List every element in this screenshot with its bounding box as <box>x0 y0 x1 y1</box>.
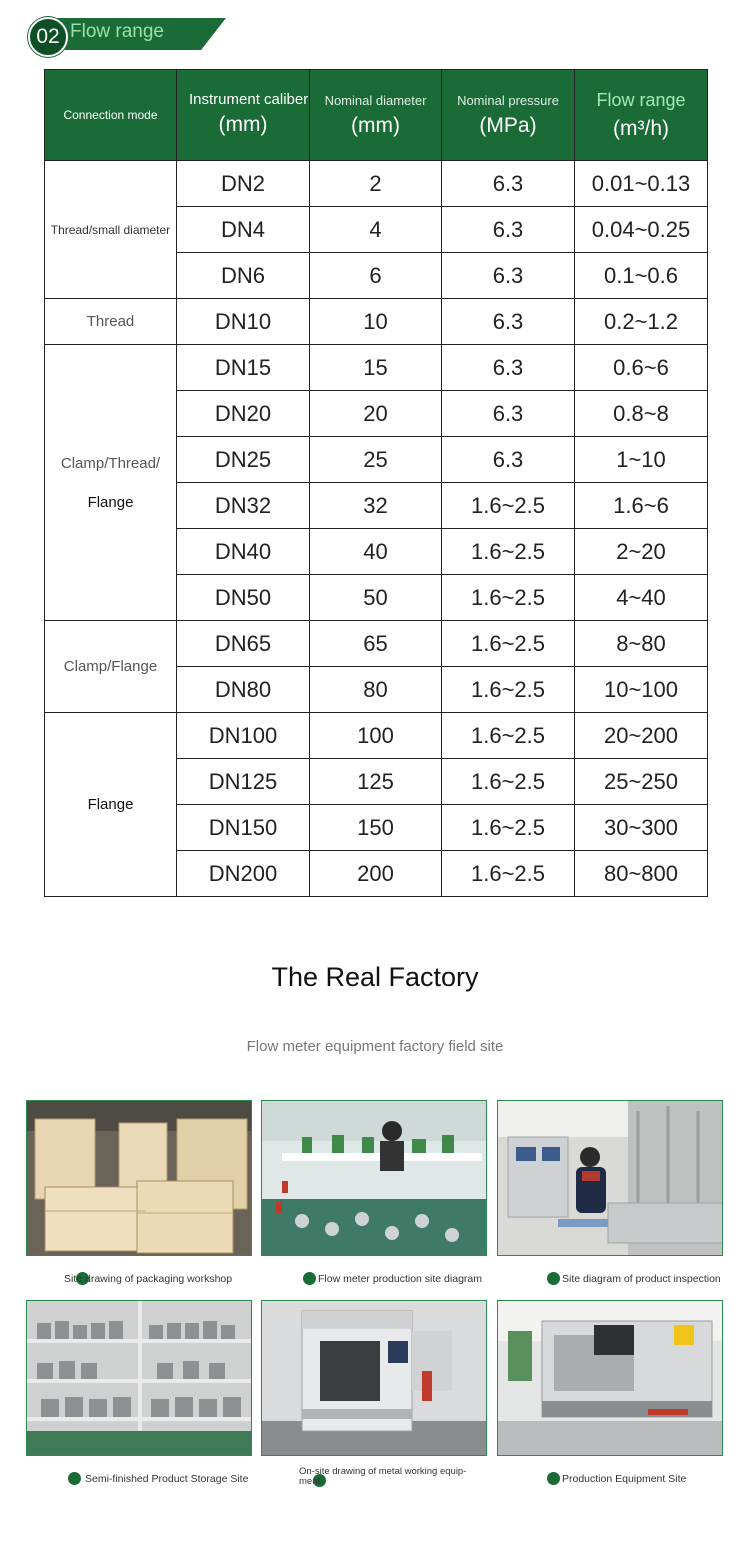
flow-cell: 0.2~1.2 <box>575 299 708 345</box>
pressure-cell: 6.3 <box>442 391 575 437</box>
header-connection-mode: Connection mode <box>45 70 177 161</box>
diameter-cell: 10 <box>310 299 442 345</box>
factory-title: The Real Factory <box>271 962 479 992</box>
flow-cell: 2~20 <box>575 529 708 575</box>
bullet-icon <box>547 1272 560 1285</box>
flow-cell: 0.04~0.25 <box>575 207 708 253</box>
caliber-cell: DN2 <box>177 161 310 207</box>
diameter-cell: 15 <box>310 345 442 391</box>
caption-packaging: Site drawing of packaging workshop <box>64 1273 233 1285</box>
diameter-cell: 80 <box>310 667 442 713</box>
diameter-cell: 100 <box>310 713 442 759</box>
caliber-cell: DN20 <box>177 391 310 437</box>
group-label-line2: Flange <box>87 493 134 511</box>
pressure-cell: 6.3 <box>442 207 575 253</box>
caliber-cell: DN25 <box>177 437 310 483</box>
flow-cell: 30~300 <box>575 805 708 851</box>
group-cell: Thread/small diameter <box>45 161 177 299</box>
caption-inspection: Site diagram of product inspection <box>547 1271 742 1289</box>
pressure-cell: 6.3 <box>442 253 575 299</box>
table-header-row <box>45 70 708 161</box>
caliber-cell: DN6 <box>177 253 310 299</box>
pressure-cell: 6.3 <box>442 345 575 391</box>
diameter-cell: 32 <box>310 483 442 529</box>
diameter-cell: 4 <box>310 207 442 253</box>
production-equipment-photo <box>497 1300 723 1456</box>
flow-cell: 0.8~8 <box>575 391 708 437</box>
pressure-cell: 1.6~2.5 <box>442 713 575 759</box>
caliber-cell: DN10 <box>177 299 310 345</box>
flow-cell: 8~80 <box>575 621 708 667</box>
pressure-cell: 1.6~2.5 <box>442 759 575 805</box>
diameter-cell: 200 <box>310 851 442 897</box>
diameter-cell: 6 <box>310 253 442 299</box>
caption-metal-working: On-site drawing of metal working equip- ment <box>299 1466 467 1487</box>
flow-cell: 0.01~0.13 <box>575 161 708 207</box>
pressure-cell: 1.6~2.5 <box>442 851 575 897</box>
diameter-cell: 150 <box>310 805 442 851</box>
diameter-cell: 40 <box>310 529 442 575</box>
header-flow-range: Flow range (m³/h) <box>575 70 708 161</box>
storage-site-photo <box>26 1300 252 1456</box>
group-cell <box>45 345 177 621</box>
caliber-cell: DN150 <box>177 805 310 851</box>
pressure-cell: 6.3 <box>442 299 575 345</box>
table-row <box>45 345 708 391</box>
table-row <box>45 161 708 207</box>
diameter-cell: 65 <box>310 621 442 667</box>
group-cell: Flange <box>45 713 177 897</box>
caliber-cell: DN125 <box>177 759 310 805</box>
group-cell: Clamp/Flange <box>45 621 177 713</box>
product-inspection-photo <box>497 1100 723 1256</box>
caliber-cell: DN4 <box>177 207 310 253</box>
caption-production: Flow meter production site diagram <box>303 1271 498 1289</box>
section-number: 02 <box>28 17 68 57</box>
flow-range-table <box>44 69 708 897</box>
table-row <box>45 299 708 345</box>
diameter-cell: 50 <box>310 575 442 621</box>
group-cell: Thread <box>45 299 177 345</box>
flow-cell: 0.6~6 <box>575 345 708 391</box>
header-instrument-caliber: Instrument caliber (mm) <box>177 70 310 161</box>
flow-cell: 25~250 <box>575 759 708 805</box>
flow-cell: 0.1~0.6 <box>575 253 708 299</box>
pressure-cell: 1.6~2.5 <box>442 621 575 667</box>
caliber-cell: DN100 <box>177 713 310 759</box>
caliber-cell: DN15 <box>177 345 310 391</box>
diameter-cell: 20 <box>310 391 442 437</box>
packaging-workshop-photo <box>26 1100 252 1256</box>
factory-subtitle: Flow meter equipment factory field site <box>246 1038 504 1055</box>
pressure-cell: 6.3 <box>442 437 575 483</box>
diameter-cell: 125 <box>310 759 442 805</box>
bullet-icon <box>68 1472 81 1485</box>
pressure-cell: 1.6~2.5 <box>442 483 575 529</box>
section-badge <box>28 17 198 51</box>
caption-equipment: Production Equipment Site <box>547 1471 727 1489</box>
caliber-cell: DN50 <box>177 575 310 621</box>
diameter-cell: 2 <box>310 161 442 207</box>
flow-cell: 4~40 <box>575 575 708 621</box>
pressure-cell: 1.6~2.5 <box>442 575 575 621</box>
flow-cell: 1.6~6 <box>575 483 708 529</box>
pressure-cell: 1.6~2.5 <box>442 805 575 851</box>
pressure-cell: 1.6~2.5 <box>442 667 575 713</box>
bullet-icon <box>547 1472 560 1485</box>
caliber-cell: DN80 <box>177 667 310 713</box>
header-nominal-diameter: Nominal diameter (mm) <box>310 70 442 161</box>
pressure-cell: 1.6~2.5 <box>442 529 575 575</box>
group-label-line1: Clamp/Thread/ <box>60 454 161 472</box>
caliber-cell: DN200 <box>177 851 310 897</box>
pressure-cell: 6.3 <box>442 161 575 207</box>
caliber-cell: DN65 <box>177 621 310 667</box>
diameter-cell: 25 <box>310 437 442 483</box>
flow-cell: 20~200 <box>575 713 708 759</box>
caption-storage: Semi-finished Product Storage Site <box>68 1471 263 1489</box>
bullet-icon <box>303 1272 316 1285</box>
section-title: Flow range <box>70 21 164 42</box>
table-row <box>45 713 708 759</box>
caliber-cell: DN32 <box>177 483 310 529</box>
metal-working-photo <box>261 1300 487 1456</box>
flow-cell: 10~100 <box>575 667 708 713</box>
header-nominal-pressure: Nominal pressure (MPa) <box>442 70 575 161</box>
table-row <box>45 621 708 667</box>
flow-cell: 1~10 <box>575 437 708 483</box>
production-site-photo <box>261 1100 487 1256</box>
caliber-cell: DN40 <box>177 529 310 575</box>
flow-cell: 80~800 <box>575 851 708 897</box>
